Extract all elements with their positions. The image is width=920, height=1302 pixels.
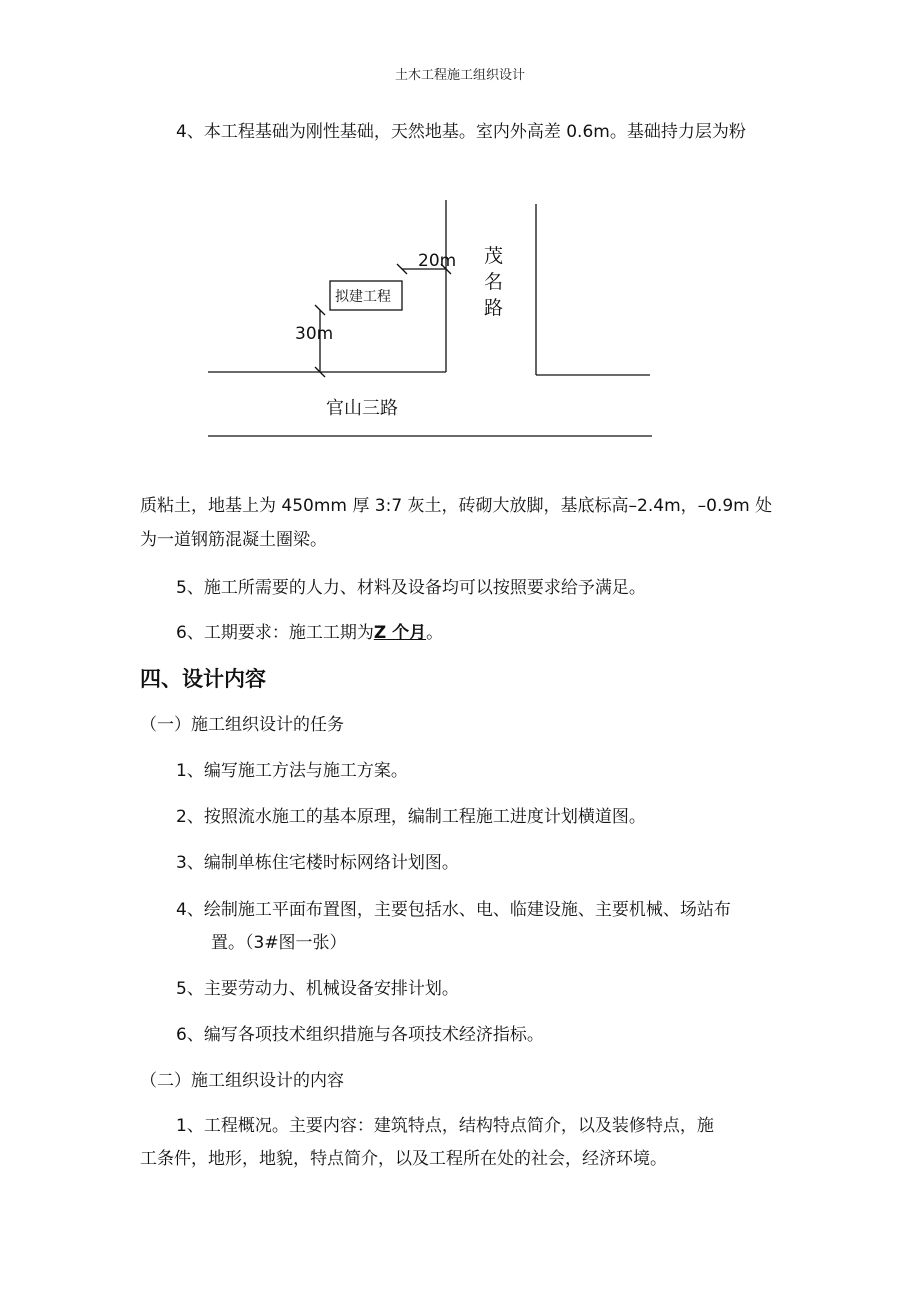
task-4-line-2: 置。（3#图一张） [211,933,347,953]
page-header: 土木工程施工组织设计 [394,68,525,83]
task-4-line-1: 4、绘制施工平面布置图，主要包括水、电、临建设施、主要机械、场站布 [176,900,731,920]
content-1-line-1: 1、工程概况。主要内容：建筑特点，结构特点简介，以及装修特点，施 [176,1116,714,1136]
label-30m: 30m [295,324,334,344]
task-1: 1、编写施工方法与施工方案。 [176,761,408,781]
item-6-prefix: 6、工期要求：施工工期为 [176,623,374,643]
label-road-right-1: 茂 [484,245,504,267]
label-20m: 20m [418,251,457,271]
label-road-right-2: 名 [484,271,504,293]
item-6 [176,621,443,645]
item-6-suffix: 。 [426,623,444,643]
subsection-1-title: （一）施工组织设计的任务 [140,715,344,735]
task-5: 5、主要劳动力、机械设备安排计划。 [176,979,459,999]
label-road-bottom: 官山三路 [326,398,398,419]
task-2: 2、按照流水施工的基本原理，编制工程施工进度计划横道图。 [176,807,646,827]
label-building: 拟建工程 [335,289,391,305]
site-plan-diagram [0,190,920,450]
task-6: 6、编写各项技术组织措施与各项技术经济指标。 [176,1025,544,1045]
section-title: 四、设计内容 [140,667,266,691]
item-6-duration: Z 个月 [373,623,427,643]
label-road-right-3: 路 [484,297,504,319]
paragraph-4-line-3: 为一道钢筋混凝土圈梁。 [140,530,327,550]
paragraph-4-line-1: 4、本工程基础为刚性基础，天然地基。室内外高差 0.6m。基础持力层为粉 [176,122,746,142]
subsection-2-title: （二）施工组织设计的内容 [140,1071,344,1091]
paragraph-4-line-2: 质粘土，地基上为 450mm 厚 3:7 灰土，砖砌大放脚，基底标高–2.4m，–0.9m 处 [140,496,773,516]
item-5: 5、施工所需要的人力、材料及设备均可以按照要求给予满足。 [176,578,646,598]
task-3: 3、编制单栋住宅楼时标网络计划图。 [176,853,459,873]
content-1-line-2: 工条件，地形，地貌，特点简介，以及工程所在处的社会，经济环境。 [140,1149,667,1169]
